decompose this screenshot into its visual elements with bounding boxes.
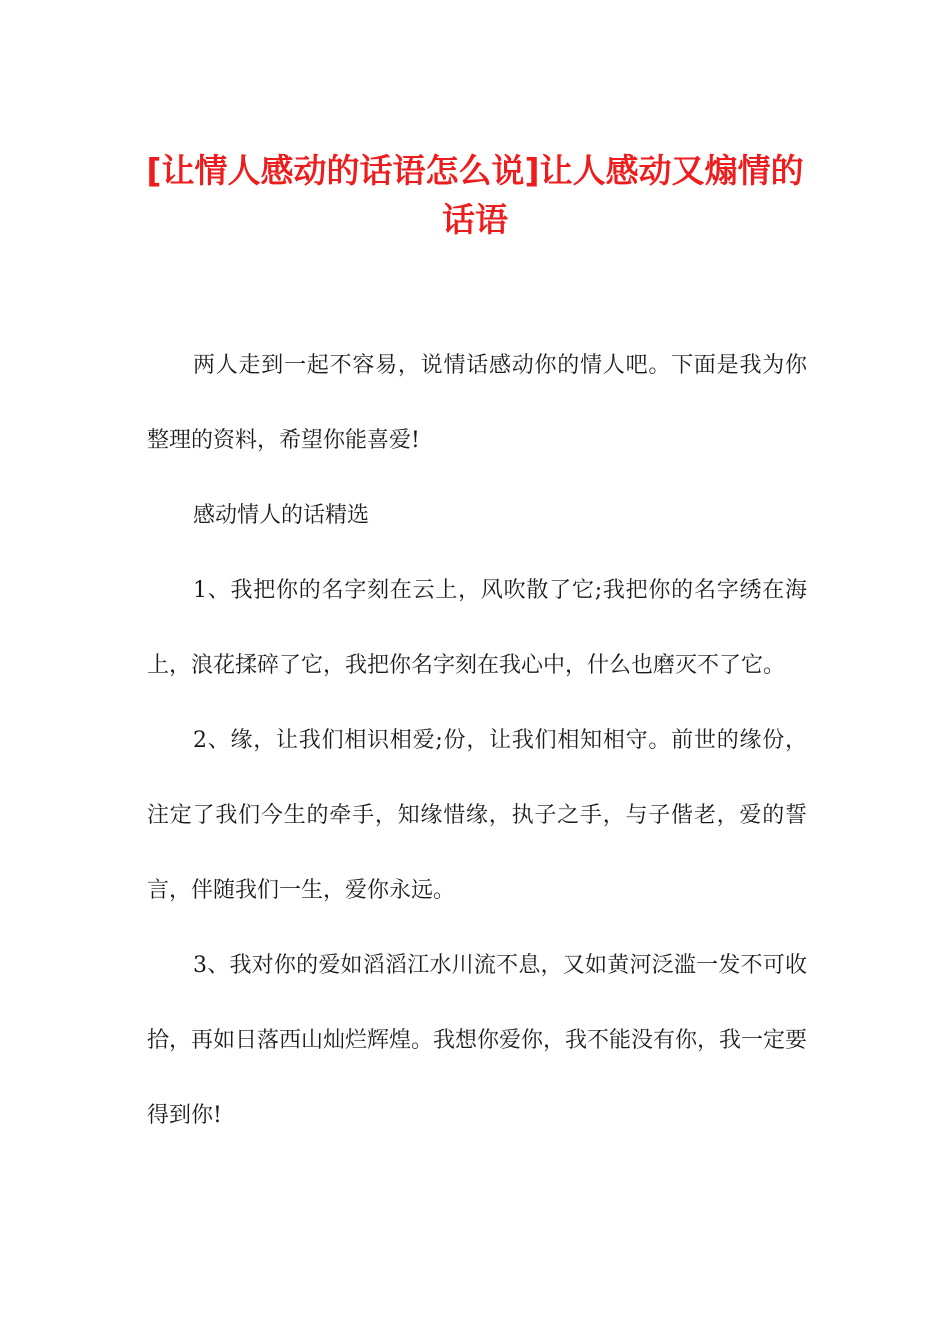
document-body [147, 328, 807, 1153]
section-heading: 感动情人的话精选 [193, 503, 370, 528]
list-item-1: 1、我把你的名字刻在云上，风吹散了它;我把你的名字绣在海上，浪花揉碎了它，我把你名字刻在我心中，什么也磨灭不了它。 [147, 578, 807, 678]
document-title: [让情人感动的话语怎么说]让人感动又煽情的话语 [146, 151, 804, 239]
list-item-2: 2、缘，让我们相识相爱;份，让我们相知相守。前世的缘份，注定了我们今生的牵手，知缘惜缘，执子之手，与子偕老，爱的誓言，伴随我们一生，爱你永远。 [147, 728, 807, 903]
list-item-3: 3、我对你的爱如滔滔江水川流不息，又如黄河泛滥一发不可收拾，再如日落西山灿烂辉煌。我想你爱你，我不能没有你，我一定要得到你! [147, 953, 808, 1128]
intro-paragraph: 两人走到一起不容易，说情话感动你的情人吧。下面是我为你整理的资料，希望你能喜爱! [147, 353, 807, 453]
